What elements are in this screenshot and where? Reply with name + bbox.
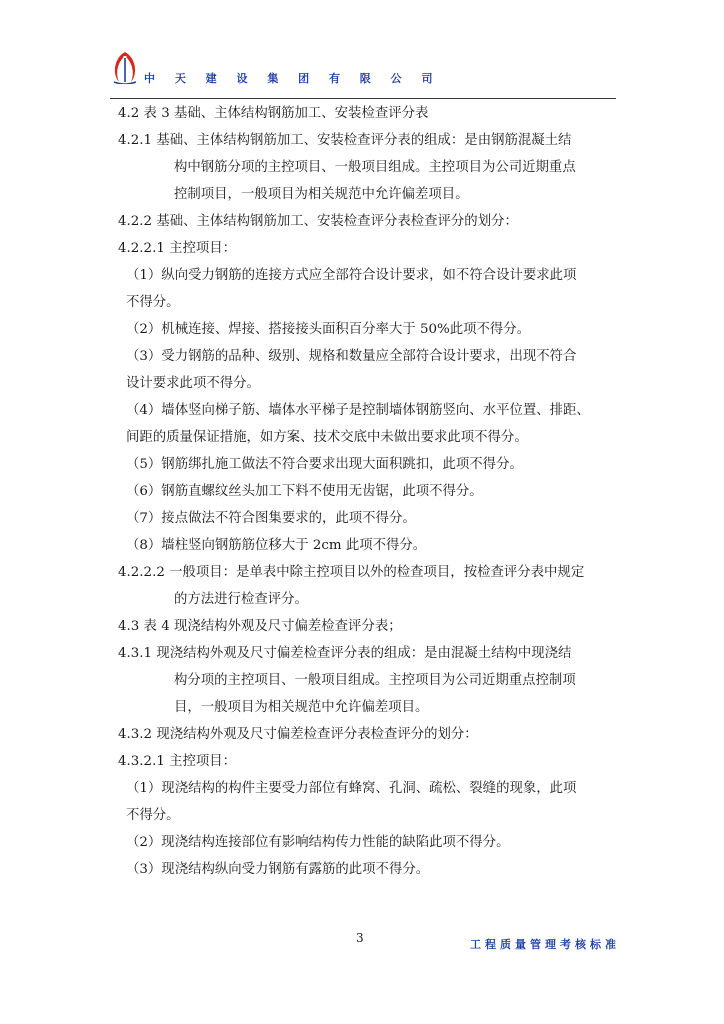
company-logo-icon xyxy=(110,50,140,84)
list-item-continuation: 间距的质量保证措施，如方案、技术交底中未做出要求此项不得分。 xyxy=(126,430,528,445)
paragraph-line: 4.3.1 现浇结构外观及尺寸偏差检查评分表的组成：是由混凝土结构中现浇结 xyxy=(118,646,572,661)
subsection-heading: 4.3.2.1 主控项目： xyxy=(118,754,237,769)
paragraph-line: 构分项的主控项目、一般项目组成。主控项目为公司近期重点控制项 xyxy=(174,673,576,688)
list-item-continuation: 设计要求此项不得分。 xyxy=(126,376,260,391)
list-item: （7）接点做法不符合图集要求的，此项不得分。 xyxy=(126,511,416,526)
list-item: （5）钢筋绑扎施工做法不符合要求出现大面积跳扣，此项不得分。 xyxy=(126,457,523,472)
page-number: 3 xyxy=(356,931,364,945)
list-item: （1）纵向受力钢筋的连接方式应全部符合设计要求，如不符合设计要求此项 xyxy=(126,268,577,283)
paragraph-line: 4.2.2 基础、主体结构钢筋加工、安装检查评分表检查评分的划分： xyxy=(118,214,518,229)
list-item: （8）墙柱竖向钢筋筋位移大于 2cm 此项不得分。 xyxy=(126,538,427,553)
section-heading: 4.2 表 3 基础、主体结构钢筋加工、安装检查评分表 xyxy=(118,106,429,121)
document-body xyxy=(118,100,618,883)
list-item: （2）现浇结构连接部位有影响结构传力性能的缺陷此项不得分。 xyxy=(126,835,510,850)
company-name: 中 天 建 设 集 团 有 限 公 司 xyxy=(144,72,441,85)
list-item: （3）受力钢筋的品种、级别、规格和数量应全部符合设计要求，出现不符合 xyxy=(126,349,577,364)
list-item: （3）现浇结构纵向受力钢筋有露筋的此项不得分。 xyxy=(126,862,430,877)
footer-title: 工程质量管理考核标准 xyxy=(470,938,620,951)
subsection-heading: 4.2.2.1 主控项目： xyxy=(118,241,237,256)
paragraph-line: 4.2.2.2 一般项目：是单表中除主控项目以外的检查项目，按检查评分表中规定 xyxy=(118,565,585,580)
paragraph-line: 构中钢筋分项的主控项目、一般项目组成。主控项目为公司近期重点 xyxy=(174,160,576,175)
paragraph-line: 目，一般项目为相关规范中允许偏差项目。 xyxy=(174,700,429,715)
list-item-continuation: 不得分。 xyxy=(126,295,180,310)
paragraph-line: 4.2.1 基础、主体结构钢筋加工、安装检查评分表的组成：是由钢筋混凝土结 xyxy=(118,133,572,148)
list-item: （1）现浇结构的构件主要受力部位有蜂窝、孔洞、疏松、裂缝的现象，此项 xyxy=(126,781,577,796)
paragraph-line: 控制项目，一般项目为相关规范中允许偏差项目。 xyxy=(174,187,469,202)
paragraph-line: 的方法进行检查评分。 xyxy=(174,592,308,607)
list-item: （2）机械连接、焊接、搭接接头面积百分率大于 50%此项不得分。 xyxy=(126,322,531,337)
paragraph-line: 4.3.2 现浇结构外观及尺寸偏差检查评分表检查评分的划分： xyxy=(118,727,478,742)
header-rule xyxy=(110,98,616,99)
section-heading: 4.3 表 4 现浇结构外观及尺寸偏差检查评分表； xyxy=(118,619,402,634)
list-item: （6）钢筋直螺纹丝头加工下料不使用无齿锯，此项不得分。 xyxy=(126,484,483,499)
list-item-continuation: 不得分。 xyxy=(126,808,180,823)
list-item: （4）墙体竖向梯子筋、墙体水平梯子是控制墙体钢筋竖向、水平位置、排距、 xyxy=(126,403,590,418)
